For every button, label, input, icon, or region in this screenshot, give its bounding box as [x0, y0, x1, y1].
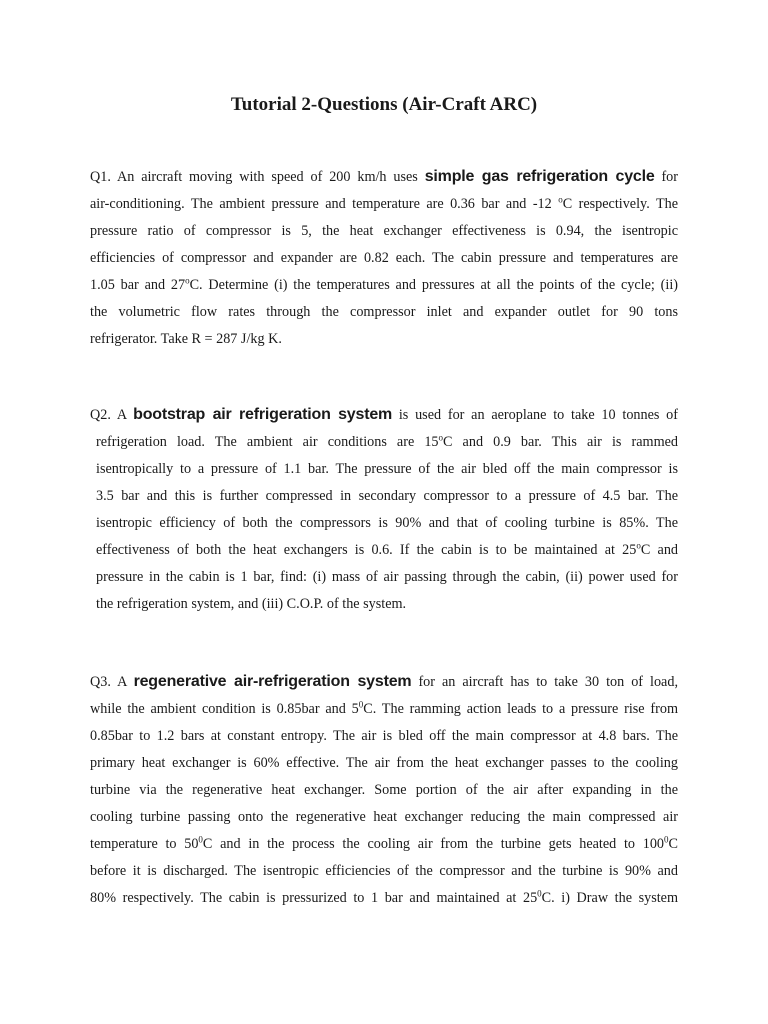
- q1-lead: An aircraft moving with speed of 200 km/h uses: [116, 169, 418, 185]
- q3-line-7: [90, 831, 678, 858]
- q1-label: Q1.: [90, 169, 111, 185]
- q3-line-4: primary heat exchanger is 60% effective. The air from the heat exchanger passes to the cooling: [90, 755, 678, 771]
- q1-l2b: C respectively. The: [562, 196, 678, 212]
- q1-l2-degree: o: [558, 194, 563, 205]
- q1-after-highlight: for: [661, 169, 678, 185]
- q2-line-3: isentropically to a pressure of 1.1 bar. The pressure of the air bled off the main compressor is: [96, 461, 678, 477]
- q3-line-2: [90, 696, 678, 723]
- q2-label: Q2. A: [90, 407, 127, 423]
- q1-highlight: simple gas refrigeration cycle: [424, 168, 655, 185]
- q3-line-5: turbine via the regenerative heat exchanger. Some portion of the air after expanding in the: [90, 782, 678, 798]
- q3-l9b: C. i) Draw the system: [541, 890, 679, 906]
- q1-line-3: pressure ratio of compressor is 5, the heat exchanger effectiveness is 0.94, the isentropic: [90, 223, 678, 239]
- q3-l2-degree: 0: [358, 699, 364, 710]
- q3-line-6: cooling turbine passing onto the regenerative heat exchanger reducing the main compressed air: [90, 809, 678, 825]
- q1-l2a: air-conditioning. The ambient pressure and temperature are 0.36 bar and -12: [90, 196, 552, 212]
- q2-line-8: the refrigeration system, and (iii) C.O.P. of the system.: [96, 596, 407, 612]
- q2-l6-degree: o: [636, 540, 641, 551]
- q3-l9-degree: 0: [537, 888, 542, 899]
- q2-l2b: C and 0.9 bar. This air is rammed: [443, 434, 679, 450]
- q1-line-1: [90, 163, 678, 191]
- q3-after-highlight: for an aircraft has to take 30 ton of load,: [418, 674, 678, 690]
- q3-l2b: C. The ramming action leads to a pressure rise from: [363, 701, 678, 717]
- q3-line-9: [90, 885, 678, 912]
- q1-l5-degree: o: [185, 275, 190, 286]
- q2-after-highlight: is used for an aeroplane to take 10 tonnes of: [398, 407, 679, 423]
- q3-l7b: C and in the process the cooling air from the turbine gets heated to 100: [202, 836, 665, 852]
- q3-l7c: C: [668, 836, 678, 852]
- q2-l6a: effectiveness of both the heat exchangers is 0.6. If the cabin is to be maintained at 25: [96, 542, 637, 558]
- q2-line-6: [96, 537, 678, 564]
- q3-l7-degree: 0: [198, 834, 203, 845]
- q1-line-7: refrigerator. Take R = 287 J/kg K.: [90, 331, 282, 347]
- q2-highlight: bootstrap air refrigeration system: [133, 406, 393, 423]
- q2-line-5: isentropic efficiency of both the compressors is 90% and that of cooling turbine is 85%. The: [96, 515, 678, 531]
- q2-l6b: C and: [640, 542, 679, 558]
- question-1: [90, 163, 678, 353]
- question-3: [90, 668, 678, 912]
- q1-line-6: the volumetric flow rates through the compressor inlet and expander outlet for 90 tons: [90, 304, 678, 320]
- q3-line-8: before it is discharged. The isentropic efficiencies of the compressor and the turbine is 90% and: [90, 863, 678, 879]
- q3-l2a: while the ambient condition is 0.85bar and 5: [90, 701, 359, 717]
- q2-l2-degree: o: [438, 432, 444, 443]
- q1-l5a: 1.05 bar and 27: [90, 277, 186, 293]
- q1-line-2: [90, 191, 678, 218]
- q3-label: Q3. A: [90, 674, 127, 690]
- q3-line-1: [90, 668, 678, 696]
- q3-l7-degree-2: 0: [664, 834, 669, 845]
- q2-line-1: [90, 401, 678, 429]
- q2-body: [90, 429, 678, 618]
- q1-line-4: efficiencies of compressor and expander are 0.82 each. The cabin pressure and temperatures are: [90, 250, 678, 266]
- q2-line-7: pressure in the cabin is 1 bar, find: (i) mass of air passing through the cabin, (ii) power used for: [96, 569, 678, 585]
- question-2: [90, 401, 678, 618]
- q2-line-4: 3.5 bar and this is further compressed in secondary compressor to a pressure of 4.5 bar. The: [96, 488, 678, 504]
- q1-l5b: C. Determine (i) the temperatures and pressures at all the points of the cycle; (ii): [189, 277, 678, 293]
- q3-highlight: regenerative air-refrigeration system: [133, 673, 412, 690]
- q2-line-2: [96, 429, 678, 456]
- page-title: Tutorial 2-Questions (Air-Craft ARC): [230, 94, 538, 115]
- q3-l9a: 80% respectively. The cabin is pressurized to 1 bar and maintained at 25: [90, 890, 538, 906]
- q2-l2a: refrigeration load. The ambient air conditions are 15: [96, 434, 439, 450]
- q1-line-5: [90, 272, 678, 299]
- q3-line-3: 0.85bar to 1.2 bars at constant entropy. The air is bled off the main compressor at 4.8 bars. The: [90, 728, 678, 744]
- q3-l7a: temperature to 50: [90, 836, 199, 852]
